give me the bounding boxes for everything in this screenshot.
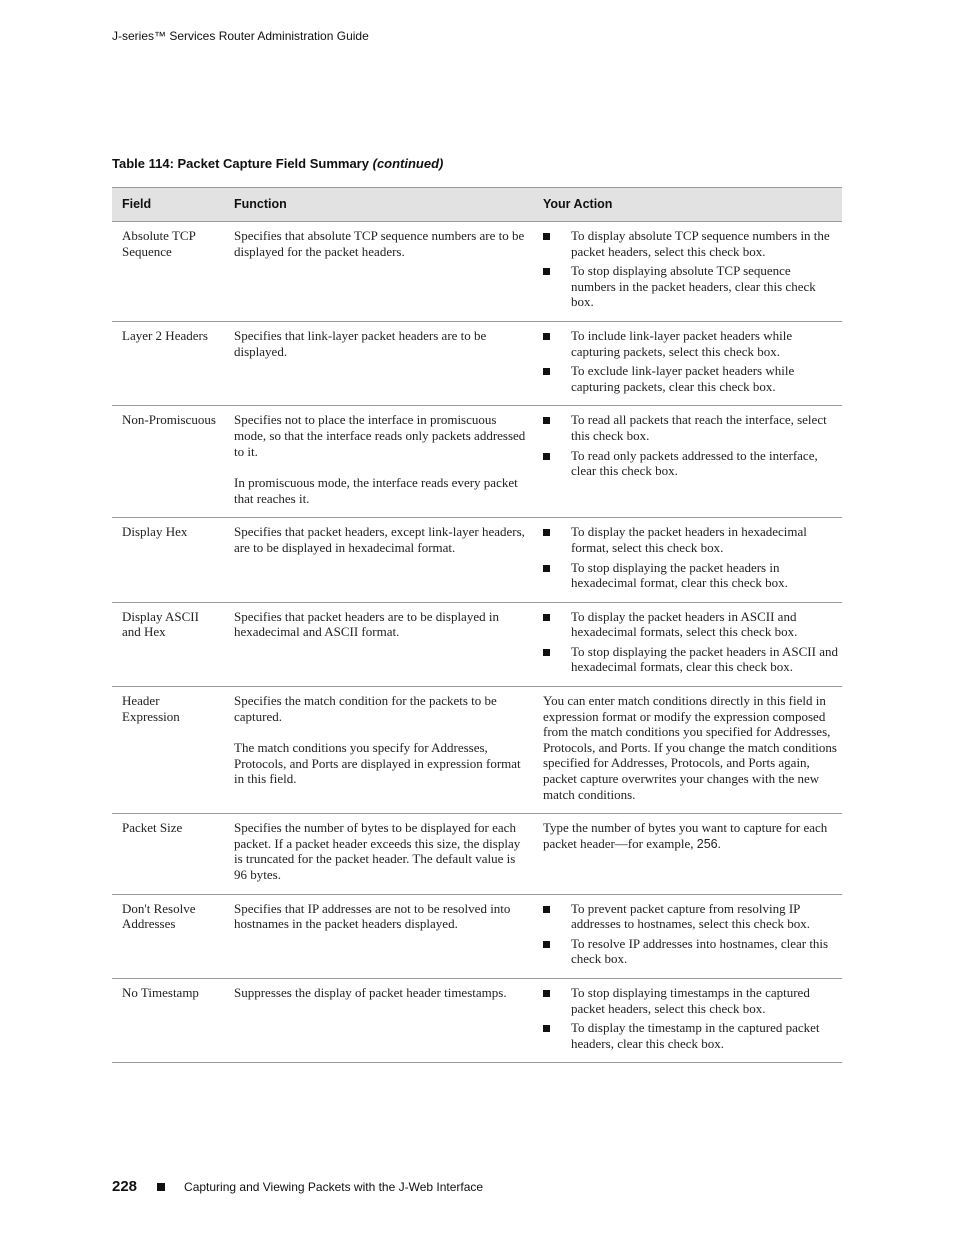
field-cell: Layer 2 Headers — [112, 321, 224, 405]
packet-capture-field-table — [112, 187, 842, 1063]
table-row — [112, 602, 842, 686]
function-text: Specifies that link-layer packet headers are to be displayed. — [234, 327, 487, 359]
table-row — [112, 222, 842, 322]
action-item: To stop displaying timestamps in the captured packet headers, select this check box. — [543, 985, 838, 1016]
action-cell — [533, 518, 842, 602]
action-item: To read only packets addressed to the interface, clear this check box. — [543, 448, 838, 479]
function-cell — [224, 321, 533, 405]
table-row — [112, 687, 842, 814]
action-item: To prevent packet capture from resolving IP addresses to hostnames, select this check box. — [543, 901, 838, 932]
field-cell: Don't Resolve Addresses — [112, 894, 224, 978]
action-item: To display the packet headers in ASCII and hexadecimal formats, select this check box. — [543, 609, 838, 640]
page-footer — [112, 1178, 483, 1195]
function-cell — [224, 602, 533, 686]
function-text: Specifies that absolute TCP sequence numbers are to be displayed for the packet headers. — [234, 228, 525, 259]
action-text — [543, 820, 838, 852]
example-value: 256 — [696, 836, 718, 851]
column-header-function: Function — [224, 188, 533, 222]
action-item: To stop displaying the packet headers in hexadecimal format, clear this check box. — [543, 560, 838, 591]
table-row — [112, 518, 842, 602]
action-cell — [533, 222, 842, 322]
function-cell — [224, 406, 533, 518]
action-list — [543, 609, 838, 675]
action-cell — [533, 814, 842, 894]
action-item: To include link-layer packet headers while capturing packets, select this check box. — [543, 328, 838, 359]
chapter-title: Capturing and Viewing Packets with the J-Web Interface — [184, 1179, 484, 1194]
action-text-lead: Type the number of bytes you want to capture for each packet header—for example, — [543, 820, 828, 851]
page-number: 228 — [112, 1178, 138, 1195]
table-row — [112, 321, 842, 405]
field-cell: Display ASCII and Hex — [112, 602, 224, 686]
action-cell — [533, 321, 842, 405]
function-cell — [224, 687, 533, 814]
action-item: To stop displaying the packet headers in ASCII and hexadecimal formats, clear this check box. — [543, 644, 838, 675]
action-cell — [533, 602, 842, 686]
function-text: Suppresses the display of packet header timestamps. — [234, 984, 507, 1000]
action-list — [543, 524, 838, 590]
field-cell: Absolute TCP Sequence — [112, 222, 224, 322]
table-title-text: Table 114: Packet Capture Field Summary — [112, 156, 369, 171]
action-cell — [533, 406, 842, 518]
running-header: J-series™ Services Router Administration Guide — [112, 29, 369, 43]
function-text: Specifies that packet headers are to be displayed in hexadecimal and ASCII format. — [234, 608, 499, 640]
action-item: To stop displaying absolute TCP sequence numbers in the packet headers, clear this check box. — [543, 263, 838, 310]
function-cell — [224, 518, 533, 602]
table-row — [112, 814, 842, 894]
action-text: You can enter match conditions directly in this field in expression format or modify the expression composed from the match conditions you specified for Addresses, Protocols, and Ports. If you change the match conditions specified for Addresses, Protocols, and Ports again, packet capture overwrites your changes with the new match conditions. — [543, 693, 837, 802]
function-text: The match conditions you specify for Addresses, Protocols, and Ports are displayed in expression format in this field. — [234, 740, 521, 787]
action-item: To read all packets that reach the interface, select this check box. — [543, 412, 838, 443]
table-header-row — [112, 188, 842, 222]
function-text: In promiscuous mode, the interface reads every packet that reaches it. — [234, 475, 518, 506]
action-text-end: . — [717, 835, 721, 851]
action-cell — [533, 894, 842, 978]
function-text: Specifies that IP addresses are not to be resolved into hostnames in the packet headers displayed. — [234, 900, 511, 932]
field-cell: Display Hex — [112, 518, 224, 602]
function-cell — [224, 978, 533, 1062]
function-text: Specifies the number of bytes to be displayed for each packet. If a packet header exceeds this size, the display is truncated for the packet header. The default value is 96 bytes. — [234, 820, 521, 882]
field-cell: No Timestamp — [112, 978, 224, 1062]
action-item: To display absolute TCP sequence numbers in the packet headers, select this check box. — [543, 228, 838, 259]
function-text: Specifies that packet headers, except link-layer headers, are to be displayed in hexadecimal format. — [234, 524, 525, 555]
action-item: To display the timestamp in the captured packet headers, clear this check box. — [543, 1020, 838, 1051]
action-item: To display the packet headers in hexadecimal format, select this check box. — [543, 524, 838, 555]
field-cell: Non-Promiscuous — [112, 406, 224, 518]
action-item: To exclude link-layer packet headers while capturing packets, clear this check box. — [543, 363, 838, 394]
action-list — [543, 328, 838, 394]
action-item: To resolve IP addresses into hostnames, clear this check box. — [543, 936, 838, 967]
action-list — [543, 901, 838, 967]
function-text: Specifies the match condition for the packets to be captured. — [234, 693, 497, 724]
action-cell — [533, 978, 842, 1062]
table-row — [112, 978, 842, 1062]
function-text: Specifies not to place the interface in promiscuous mode, so that the interface reads only packets addressed to it. — [234, 412, 526, 459]
column-header-field: Field — [112, 188, 224, 222]
function-cell — [224, 814, 533, 894]
function-cell — [224, 222, 533, 322]
action-list — [543, 228, 838, 310]
action-list — [543, 412, 838, 478]
table-row — [112, 406, 842, 518]
field-cell: Header Expression — [112, 687, 224, 814]
field-cell: Packet Size — [112, 814, 224, 894]
table-row — [112, 894, 842, 978]
square-bullet-icon — [157, 1183, 165, 1191]
table-title — [112, 156, 443, 171]
action-cell — [533, 687, 842, 814]
table-title-continued: (continued) — [372, 156, 444, 171]
column-header-your-action: Your Action — [533, 188, 842, 222]
function-cell — [224, 894, 533, 978]
action-list — [543, 985, 838, 1051]
